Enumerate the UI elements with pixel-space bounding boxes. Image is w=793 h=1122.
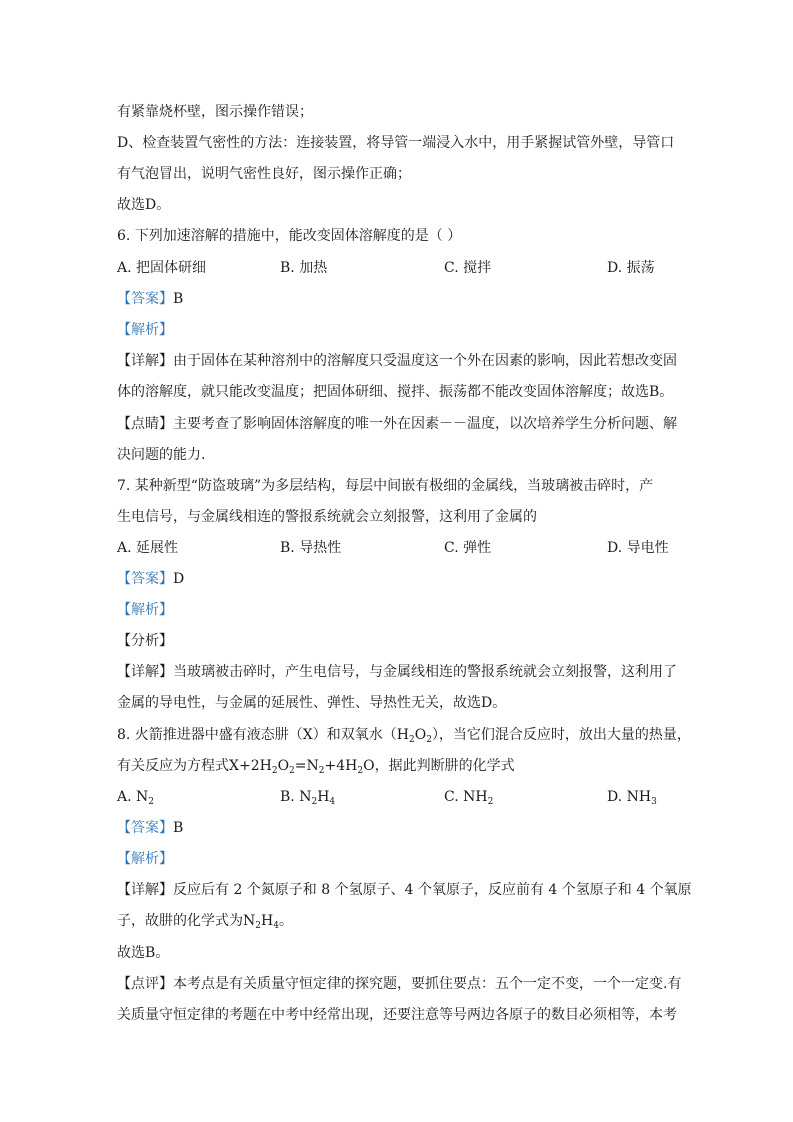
option-a: A. 把固体研细: [117, 260, 207, 276]
detail-line: 【详解】反应后有 2 个氮原子和 8 个氢原子、4 个氧原子，反应前有 4 个氢原子和 4 个氧原: [117, 882, 692, 898]
text-line: 有紧靠烧杯壁，图示操作错误；: [117, 104, 313, 120]
conclusion-line: 故选B。: [117, 945, 170, 961]
option-a: A. 延展性: [117, 540, 179, 556]
answer-line: [117, 288, 677, 310]
detail-line: 【详解】当玻璃被击碎时，产生电信号，与金属线相连的警报系统就会立刻报警，这利用了: [117, 664, 677, 680]
text-line: 生电信号，与金属线相连的警报系统就会立刻报警，这利用了金属的: [117, 509, 537, 525]
detail-tag: 【详解】: [117, 664, 173, 680]
option-d: D. $NH_3$: [607, 789, 657, 807]
detail-line: 【详解】由于固体在某种溶剂中的溶解度只受温度这一个外在因素的影响，因此若想改变固: [117, 353, 677, 369]
comment-line: 【点睛】主要考查了影响固体溶解度的唯一外在因素－－温度，以次培养学生分析问题、解: [117, 416, 677, 432]
option-d: D. 振荡: [607, 260, 655, 276]
answer-value: D: [173, 571, 185, 587]
option-a: A. $N_2$: [117, 789, 154, 807]
review-line: 【点评】本考点是有关质量守恒定律的探究题，要抓住要点：五个一定不变，一个一定变.有: [117, 976, 682, 992]
text-line: 决问题的能力.: [117, 447, 206, 463]
option-c: C. 弹性: [444, 540, 492, 556]
text-line: 故选D。: [117, 197, 171, 213]
text-line: 金属的导电性，与金属的延展性、弹性、导热性无关，故选D。: [117, 695, 507, 711]
analysis-tag: 【解析】: [117, 851, 173, 867]
option-b: B. 导热性: [280, 540, 342, 556]
option-c: C. $NH_2$: [444, 789, 494, 807]
question-8-options: [117, 786, 677, 808]
answer-line: [117, 817, 677, 839]
option-b: B. $N_2H_4$: [280, 789, 336, 807]
answer-line: [117, 568, 677, 590]
question-7-options: [117, 537, 677, 559]
question-7-stem: 7. 某种新型“防盗玻璃”为多层结构，每层中间嵌有极细的金属线，当玻璃被击碎时，产: [117, 478, 654, 494]
detail-tag: 【详解】: [117, 353, 173, 369]
option-d: D. 导电性: [607, 540, 669, 556]
fenxi-tag: 【分析】: [117, 633, 173, 649]
detail-tag: 【详解】: [117, 882, 173, 898]
option-c: C. 搅拌: [444, 260, 492, 276]
text-line: 有气泡冒出，说明气密性良好，图示操作正确；: [117, 166, 411, 182]
answer-tag: 【答案】: [117, 291, 173, 307]
question-6-options: [117, 257, 677, 279]
review-tag: 【点评】: [117, 976, 173, 992]
answer-value: B: [173, 291, 184, 307]
text-line: 关质量守恒定律的考题在中考中经常出现，还要注意等号两边各原子的数目必须相等，本考: [117, 1007, 677, 1023]
answer-value: B: [173, 820, 184, 836]
analysis-tag: 【解析】: [117, 322, 173, 338]
text-line: 体的溶解度，就只能改变温度；把固体研细、搅拌、振荡都不能改变固体溶解度；故选B。: [117, 384, 674, 400]
option-b: B. 加热: [280, 260, 328, 276]
question-8-stem: 8. 火箭推进器中盛有液态肼（X）和双氧水$(H_2O_2)$，当它们混合反应时，放出大量的热量，: [117, 727, 691, 745]
equation-line: 有关反应为方程式$X+2H_2O_2=N_2+4H_2O$，据此判断肼的化学式: [117, 758, 515, 776]
comment-tag: 【点睛】: [117, 416, 173, 432]
text-line: 子，故肼的化学式为$N_2H_4$。: [117, 913, 293, 931]
answer-tag: 【答案】: [117, 820, 173, 836]
analysis-tag: 【解析】: [117, 602, 173, 618]
question-6-stem: 6. 下列加速溶解的措施中，能改变固体溶解度的是（ ）: [117, 228, 462, 244]
text-line: D、检查装置气密性的方法：连接装置，将导管一端浸入水中，用手紧握试管外壁，导管口: [117, 135, 675, 151]
answer-tag: 【答案】: [117, 571, 173, 587]
